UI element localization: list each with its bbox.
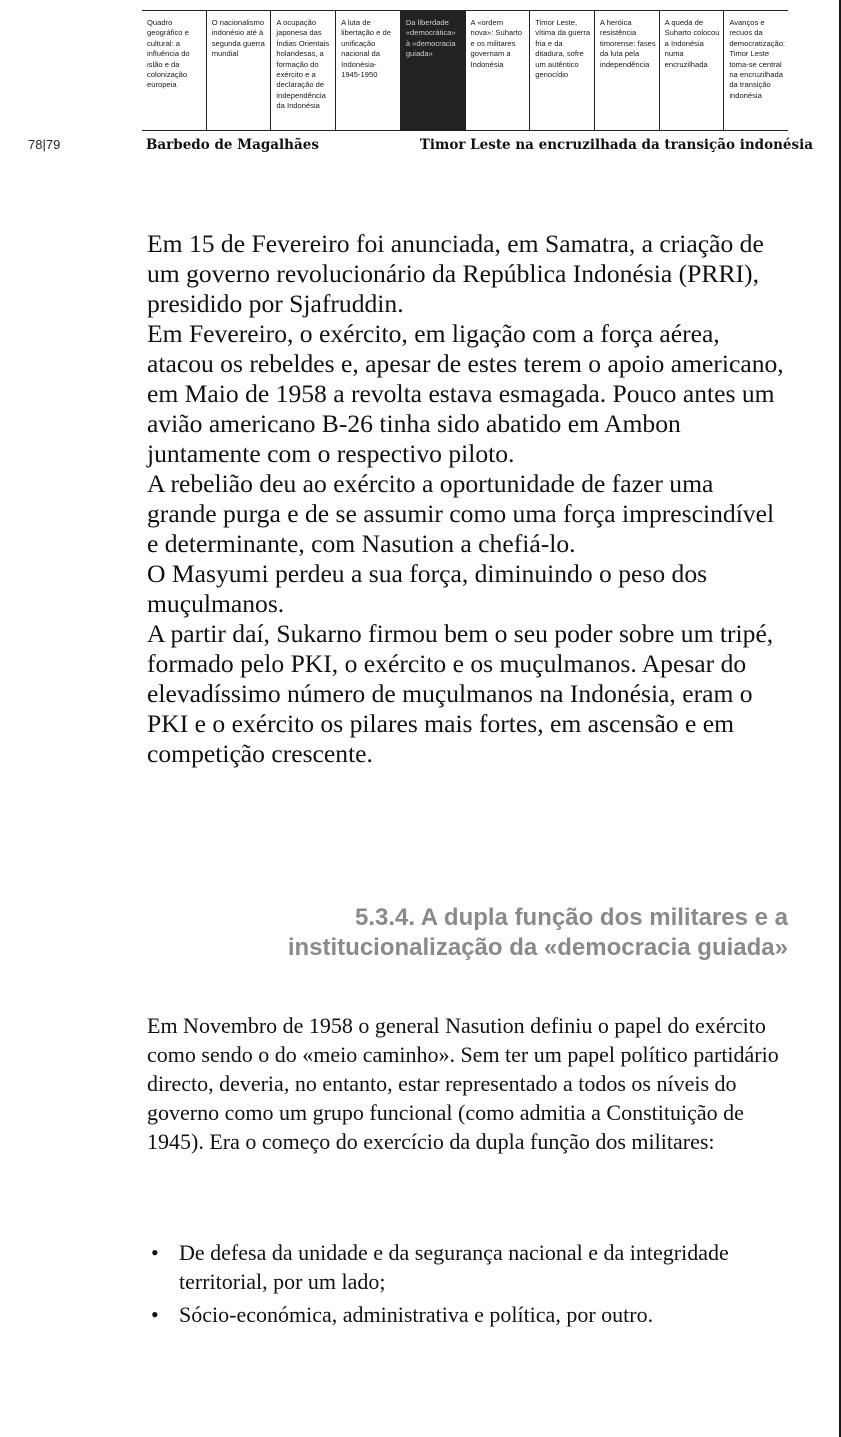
- running-head: [0, 137, 841, 159]
- timeline-cell: A ocupação japonesa das Índias Orientais holandesas, a formação do exército e a declaração de independência da Indonésia: [271, 11, 336, 130]
- timeline-cell: O nacionalismo indonésio até à segunda guerra mundial: [207, 11, 272, 130]
- timeline-cell: A luta de libertação e de unificação nacional da Indonésia- 1945-1950: [336, 11, 401, 130]
- timeline-cell: A queda de Suharto colocou a Indonésia numa encruzilhada: [660, 11, 725, 130]
- timeline-cell: Avanços e recuos da democratização: Timor Leste toma-se central na encruzilhada da transição indonésia: [729, 18, 786, 100]
- running-head-book-title: Timor Leste na encruzilhada da transição indonésia: [419, 137, 813, 153]
- bullet-icon: •: [151, 1302, 159, 1327]
- paragraph: Em Fevereiro, o exército, em ligação com a força aérea, atacou os rebeldes e, apesar de estes terem o apoio americano, em Maio de 1958 a revolta estava esmagada. Pouco antes um avião americano B-26 tinha sido abatido em Ambon juntamente com o respectivo piloto.: [147, 319, 784, 468]
- body-text-lower: [147, 1011, 787, 1156]
- paragraph: A partir daí, Sukarno firmou bem o seu poder sobre um tripé, formado pelo PKI, o exército e os muçulmanos. Apesar do elevadíssimo número de muçulmanos na Indonésia, eram o PKI e o exército os pilares mais fortes, em ascensão e em competição crescente.: [147, 619, 774, 768]
- section-heading: 5.3.4. A dupla função dos militares e a institucionalização da «democracia guiada»: [287, 904, 788, 961]
- bullet-text: Sócio-económica, administrativa e política, por outro.: [179, 1302, 654, 1327]
- timeline-cell: A heróica resistência timorense: fases da luta pela independência: [595, 11, 660, 130]
- body-text-upper: [147, 229, 787, 769]
- bullet-item: [147, 1300, 787, 1329]
- timeline-cell-current-chapter: Da liberdade «democrática» à «democracia guiada»: [401, 11, 466, 130]
- bullet-item: [147, 1238, 787, 1296]
- bullet-icon: •: [151, 1240, 159, 1265]
- paragraph: Em Novembro de 1958 o general Nasution definiu o papel do exército como sendo o do «meio caminho». Sem ter um papel político partidário directo, deveria, no entanto, estar representado a todos os níveis do governo como um grupo funcional (como admitia a Constituição de 1945). Era o começo do exercício da dupla função dos militares:: [147, 1013, 779, 1154]
- paragraph: Em 15 de Fevereiro foi anunciada, em Samatra, a criação de um governo revolucionário da República Indonésia (PRRI), presidido por Sjafruddin.: [147, 229, 764, 318]
- chapter-timeline-strip: [142, 10, 788, 131]
- running-head-author: Barbedo de Magalhães: [146, 137, 319, 153]
- paragraph: A rebelião deu ao exército a oportunidade de fazer uma grande purga e de se assumir como uma força imprescindível e determinante, com Nasution a chefiá-lo.: [147, 469, 775, 558]
- timeline-cell: A «ordem nova»: Suharto e os militares governam a Indonésia: [466, 11, 531, 130]
- bullet-list: [147, 1238, 787, 1333]
- timeline-cell: Quadro geográfico e cultural: a influência do islão e da colonização europeia: [142, 11, 207, 130]
- paragraph: O Masyumi perdeu a sua força, diminuindo o peso dos muçulmanos.: [147, 559, 708, 618]
- timeline-cell: Timor Leste, vítima da guerra fria e da ditadura, sofre um autêntico genocídio: [530, 11, 595, 130]
- bullet-text: De defesa da unidade e da segurança nacional e da integridade territorial, por um lado;: [179, 1240, 729, 1294]
- page-number: 78|79: [28, 137, 61, 152]
